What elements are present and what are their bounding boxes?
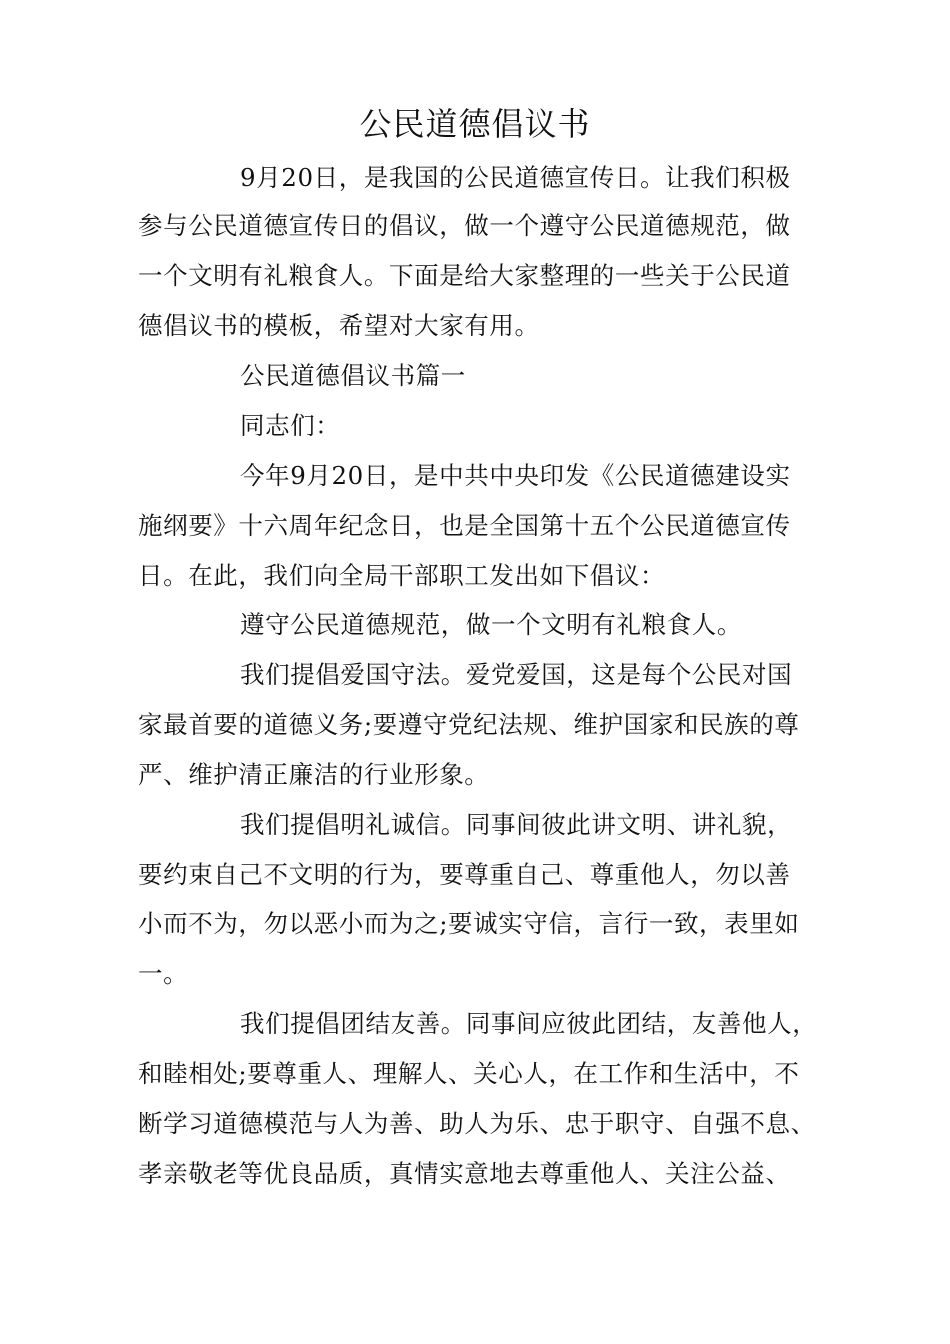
paragraph-line: 日。在此，我们向全局干部职工发出如下倡议： [138,561,666,590]
paragraph-line: 断学习道德模范与人为善、助人为乐、忠于职守、自强不息、 [138,1109,816,1138]
paragraph-line: 家最首要的道德义务;要遵守党纪法规、维护国家和民族的尊 [138,710,800,739]
paragraph-line: 严、维护清正廉洁的行业形象。 [138,760,490,789]
salutation: 同志们： [240,411,341,440]
paragraph-line: 遵守公民道德规范，做一个文明有礼粮食人。 [240,610,742,639]
paragraph-line: 9月20日，是我国的公民道德宣传日。让我们积极 [240,163,791,192]
section-heading: 公民道德倡议书篇一 [240,361,466,390]
paragraph-line: 我们提倡明礼诚信。同事间彼此讲文明、讲礼貌， [240,810,793,839]
paragraph-line: 一个文明有礼粮食人。下面是给大家整理的一些关于公民道 [138,261,791,290]
paragraph-line: 和睦相处;要尊重人、理解人、关心人，在工作和生活中，不 [138,1059,800,1088]
paragraph-line: 参与公民道德宣传日的倡议，做一个遵守公民道德规范，做 [138,211,791,240]
paragraph-line: 施纲要》十六周年纪念日，也是全国第十五个公民道德宣传 [138,511,791,540]
document-title: 公民道德倡议书 [359,105,591,143]
paragraph-line: 小而不为，勿以恶小而为之;要诚实守信，言行一致，表里如 [138,909,800,938]
paragraph-line: 今年9月20日，是中共中央印发《公民道德建设实 [240,461,791,490]
paragraph-line: 一。 [138,959,189,988]
paragraph-line: 要约束自己不文明的行为，要尊重自己、尊重他人，勿以善 [138,860,791,889]
paragraph-line: 德倡议书的模板，希望对大家有用。 [138,311,540,340]
paragraph-line: 我们提倡团结友善。同事间应彼此团结，友善他人， [240,1009,818,1038]
paragraph-line: 我们提倡爱国守法。爱党爱国，这是每个公民对国 [240,660,793,689]
paragraph-line: 孝亲敬老等优良品质，真情实意地去尊重他人、关注公益、 [138,1159,791,1188]
